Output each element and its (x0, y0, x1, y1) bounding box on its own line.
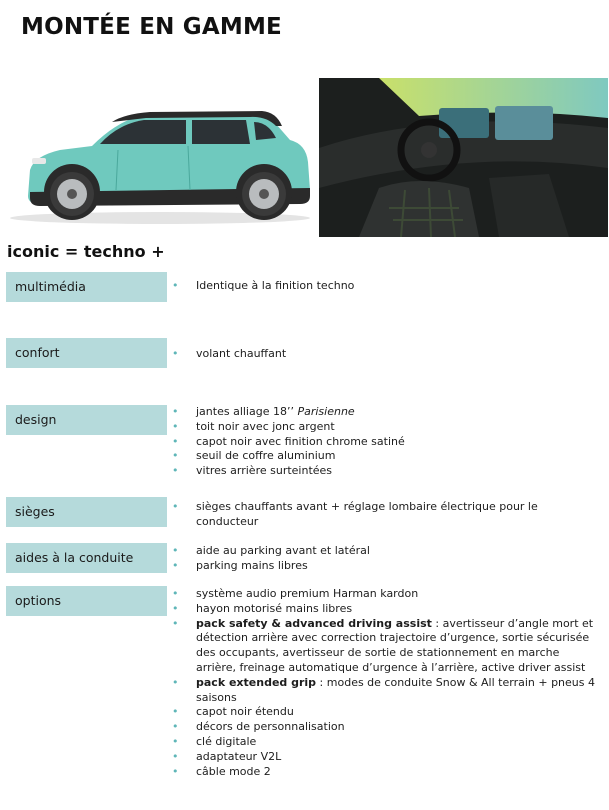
list-item: • clé digitale (172, 734, 257, 748)
section-label: sièges (6, 497, 167, 527)
list-item: • volant chauffant (172, 347, 287, 360)
list-item: • capot noir avec finition chrome satiné (172, 434, 405, 448)
bullet-icon: • (172, 347, 179, 360)
list-item: • adaptateur V2L (172, 749, 282, 763)
list-item: • pack safety & advanced driving assist : avertisseur d’angle mort et détection arrière avec correction trajectoire d’urgence, sortie sécurisée des occupants, avertisseur de sortie de stationnement en marche arrière, freinage automatique d’urgence à l’arrière, active driver assist (172, 616, 594, 674)
bullet-icon: • (172, 601, 179, 615)
section-label: design (6, 405, 167, 435)
section-label: multimédia (6, 272, 167, 302)
car-exterior-image (0, 100, 315, 230)
list-item: • seuil de coffre aluminium (172, 449, 336, 463)
page-title: MONTÉE EN GAMME (21, 14, 282, 40)
list-item: • décors de personnalisation (172, 720, 345, 734)
list-item: • aide au parking avant et latéral (172, 544, 370, 557)
list-item: • toit noir avec jonc argent (172, 419, 335, 433)
list-item: • sièges chauffants avant + réglage lombaire électrique pour le conducteur (172, 500, 538, 528)
bullet-icon: • (172, 464, 179, 478)
bullet-icon: • (172, 734, 179, 748)
section-label: aides à la conduite (6, 543, 167, 573)
section-label: options (6, 586, 167, 616)
list-item: • parking mains libres (172, 558, 308, 572)
list-item: • jantes alliage 18’’ Parisienne (172, 405, 355, 418)
bullet-icon: • (172, 705, 179, 719)
list-item: • pack extended grip : modes de conduite Snow & All terrain + pneus 4 saisons (172, 675, 595, 704)
bullet-icon: • (172, 616, 179, 630)
trim-subtitle: iconic = techno + (7, 242, 165, 261)
list-item: • hayon motorisé mains libres (172, 601, 353, 615)
bullet-icon: • (172, 419, 179, 433)
bullet-icon: • (172, 558, 179, 572)
bullet-icon: • (172, 544, 179, 557)
bullet-icon: • (172, 405, 179, 418)
bullet-icon: • (172, 587, 179, 600)
bullet-icon: • (172, 279, 179, 292)
bullet-icon: • (172, 449, 179, 463)
list-item: • capot noir étendu (172, 705, 294, 719)
list-item: • système audio premium Harman kardon (172, 587, 419, 600)
bullet-icon: • (172, 764, 179, 778)
car-interior-image (319, 78, 608, 237)
list-item: • câble mode 2 (172, 764, 271, 778)
bullet-icon: • (172, 434, 179, 448)
list-item: • vitres arrière surteintées (172, 464, 333, 478)
bullet-icon: • (172, 749, 179, 763)
bullet-icon: • (172, 500, 179, 513)
bullet-icon: • (172, 675, 179, 689)
list-item: • Identique à la finition techno (172, 279, 355, 292)
section-label: confort (6, 338, 167, 368)
bullet-icon: • (172, 720, 179, 734)
